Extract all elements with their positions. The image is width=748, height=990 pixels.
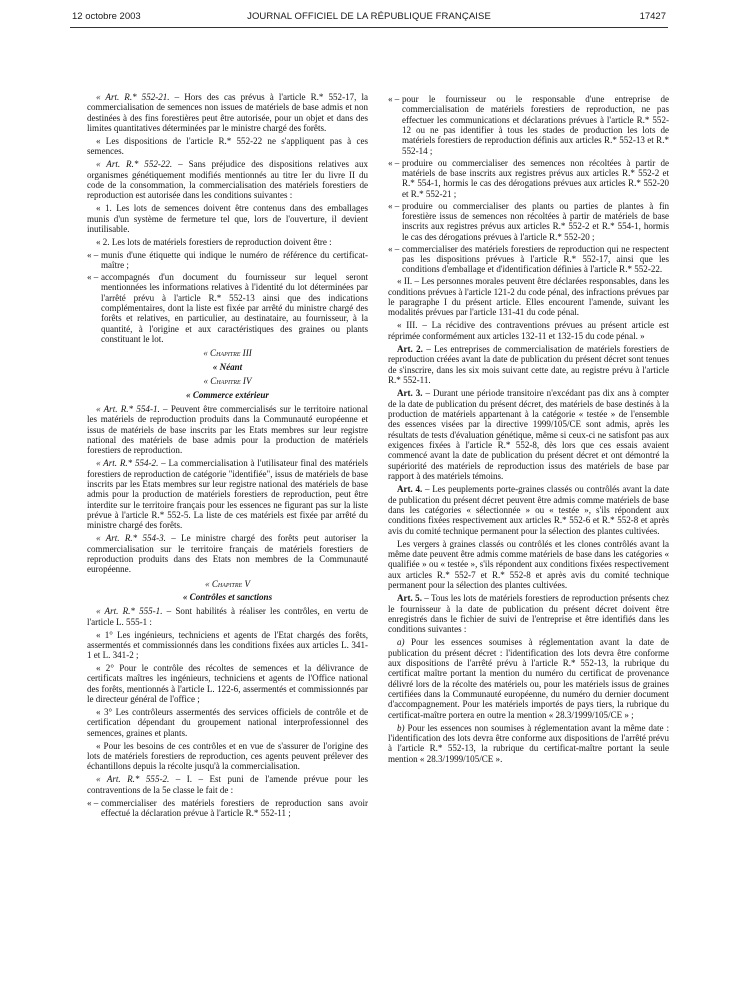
article-3 <box>388 388 669 481</box>
paragraph: Les vergers à graines classés ou contrôlés et les clones contrôlés avant la même date peuvent être admis comme matériels de base dans les catégories « qualifiée » ou « testée », s'ils répondent aux conditions fixées respectivement aux articles R.* 552-7 et R.* 552-8 et après avis du comité technique permanent pour la sélection des plantes cultivées. <box>388 538 669 591</box>
article-label: « Art. R.* 555-2. <box>96 774 170 785</box>
list-item-text: commercialiser des matériels forestiers de reproduction sans avoir effectué la déclaration prévue à l'article R.* 552-11 ; <box>101 797 368 818</box>
paragraph: « 3° Les contrôleurs assermentés des services officiels de contrôle et de certification dépendant du groupement national interprofessionnel des semences, graines et plants. <box>87 707 368 738</box>
header-date: 12 octobre 2003 <box>72 11 141 22</box>
chapter-title: « Contrôles et sanctions <box>182 591 273 602</box>
list-marker: « – <box>388 243 400 254</box>
list-item-text: commercialiser des matériels forestiers de reproduction qui ne respectent pas les dispositions prévues à l'article R.* 552-17, ainsi que les conditions d'emballage et d'identification définies à l'article R.* 552-22. <box>402 243 669 275</box>
item-label: b) <box>397 722 405 733</box>
list-item-text: produire ou commercialiser des plants ou parties de plantes à fin forestière issus de semences non récoltées à partir de matériels de base inscrits aux registres prévus aux articles R.* 552-2 et R.* 554-1, hormis le cas des dérogations prévues à l'article R.* 552-20 ; <box>402 200 669 242</box>
list-item <box>87 272 368 344</box>
chapter-title: « Commerce extérieur <box>186 389 269 400</box>
article-text: – Hors des cas prévus à l'article R.* 552-17, la commercialisation de semences non issues de matériels de base admis et non destinées à des fins forestières peut être autorisée, pour un objet et dans des limites quantitatives déterminées par le ministre chargé des forêts. <box>87 92 368 134</box>
list-item-text: munis d'une étiquette qui indique le numéro de référence du certificat-maître ; <box>101 249 368 271</box>
article-text: – Le ministre chargé des forêts peut autoriser la commercialisation sur le territoire français de matériels forestiers de reproduction produits dans des Etats non membres de la Communauté européenne. <box>87 533 368 575</box>
paragraph: « III. – La récidive des contraventions prévues au présent article est réprimée conformément aux articles 132-11 et 132-15 du code pénal. » <box>388 320 669 341</box>
article-text: – I. – Est puni de l'amende prévue pour les contraventions de la 5e classe le fait de : <box>87 774 368 795</box>
article-label: « Art. R.* 552-21. <box>96 92 170 102</box>
article-text: – Peuvent être commercialisés sur le territoire national les matériels de reproduction produits dans la Communauté européenne et issus de matériels de base inscrits par les Etats membres sur leur registre national des matériels de base admis pour la production de matériels forestiers de reproduction. <box>87 403 368 456</box>
header-page-number: 17427 <box>639 11 666 22</box>
article-text: – Tous les lots de matériels forestiers de reproduction présents chez le fournisseur à la date de publication du présent décret doivent être enregistrés dans le fichier de suivi de l'entreprise et être identifiés dans les conditions suivantes : <box>388 593 669 635</box>
article-r552-21 <box>87 92 368 133</box>
chapter-heading: « Chapitre IV <box>203 376 252 387</box>
item-text: Pour les essences non soumises à réglementation avant la même date : l'identification des lots devra être conforme aux dispositions de l'arrêté prévu à l'article R.* 552-13, la rubrique du certificat-maître portant la seule mention « 28.3/1999/105/CE ». <box>388 722 669 764</box>
list-item <box>388 201 669 242</box>
list-item <box>388 94 669 156</box>
paragraph-b <box>388 723 669 764</box>
list-marker: « – <box>388 200 400 211</box>
article-label: Art. 2. <box>397 343 423 354</box>
list-marker: « – <box>87 272 99 283</box>
article-label: « Art. R.* 555-1. <box>96 606 163 617</box>
list-item <box>388 158 669 199</box>
page-header <box>72 11 666 25</box>
paragraph-a <box>388 637 669 720</box>
paragraph: « II. – Les personnes morales peuvent être déclarées responsables, dans les conditions prévues à l'article 121-2 du code pénal, des infractions prévues par le paragraphe I du présent article. Elles encourent l'amende, suivant les modalités prévues par l'article 131-41 du code pénal. <box>388 276 669 318</box>
list-marker: « – <box>87 249 99 260</box>
article-r554-3 <box>87 533 368 574</box>
article-text: – Sont habilités à réaliser les contrôles, en vertu de l'article L. 555-1 : <box>87 606 368 627</box>
paragraph: « Pour les besoins de ces contrôles et en vue de s'assurer de l'origine des lots de matériels forestiers de reproduction, ces agents peuvent prélever des échantillons depuis la récolte jusqu'à la commercialisation. <box>87 740 368 772</box>
article-label: Art. 5. <box>397 593 422 604</box>
header-rule <box>70 27 668 28</box>
article-5 <box>388 593 669 634</box>
chapter-heading: « Chapitre III <box>203 348 252 359</box>
item-label: a) <box>397 637 405 648</box>
article-text: – Les entreprises de commercialisation de matériels forestiers de reproduction créées avant la date de publication du présent décret sont tenues de s'inscrire, dans les six mois suivant cette date, au registre prévu à l'article R.* 552-11. <box>388 343 669 385</box>
item-text: Pour les essences soumises à réglementation avant la date de publication du présent décret : l'identification des lots devra être conforme aux dispositions de l'arrêté prévu à l'article R.* 552-13, la rubrique du certificat maître portant la mention du numéro du certificat de provenance délivré lors de la récolte des matériels ou, pour les matériels issus de graines certifiées dans la Communauté européenne, du numéro du dernier document d'accompagnement. Pour les matériels importés de pays tiers, la rubrique du certificat-maître portera en outre la mention « 28.3/1999/105/CE » ; <box>388 637 669 720</box>
article-text: – La commercialisation à l'utilisateur final des matériels forestiers de reproduction de catégorie "identifiée", issus de matériels de base inscrits par les Etats membres sur leur registre national des matériels de base admis pour la production de matériels forestiers de reproduction, peut être interdite sur le territoire français pour les essences ne figurant pas sur la liste prévue à l'article R.* 552-5. La liste de ces matériels est fixée par arrêté du ministre chargé des forêts. <box>87 458 368 531</box>
list-marker: « – <box>388 94 400 104</box>
chapter-heading: « Chapitre V <box>205 578 250 589</box>
right-column <box>388 94 669 767</box>
article-label: « Art. R.* 554-3. <box>96 533 166 544</box>
article-r554-2 <box>87 458 368 530</box>
list-marker: « – <box>388 157 400 168</box>
paragraph: « Les dispositions de l'article R.* 552-22 ne s'appliquent pas à ces semences. <box>87 135 368 157</box>
list-marker: « – <box>87 797 99 808</box>
article-4 <box>388 484 669 536</box>
list-item-text: accompagnés d'un document du fournisseur sur lequel seront mentionnées les informations relatives à l'identité du lot déterminées par l'arrêté prévu à l'article R.* 552-13 ainsi que des indications complémentaires, dont la liste est fixée par arrêté du ministre chargé des forêts et relatives, en particulier, au destinataire, au fournisseur, à la quantité, à l'origine et aux caractéristiques des graines ou plants constituant le lot. <box>101 272 368 345</box>
list-item-text: pour le fournisseur ou le responsable d'une entreprise de commercialisation de matériels forestiers de reproduction, ne pas effectuer les communications et déclarations prévues à l'article R.* 552-12 ou ne pas identifier à tous les stades de production les lots de matériels forestiers de reproduction définis aux articles R.* 552-13 et R.* 552-14 ; <box>402 94 669 156</box>
article-label: « Art. R.* 554-1. <box>96 403 160 414</box>
article-r552-22 <box>87 159 368 200</box>
article-2 <box>388 344 669 385</box>
article-text: – Les peuplements porte-graines classés ou contrôlés avant la date de publication du présent décret peuvent être admis comme matériels de base dans les catégories « sélectionnée » ou « testée », s'ils répondent aux conditions fixées respectivement aux articles R.* 552-6 et R.* 552-8 et après avis du comité technique permanent pour la sélection des plantes cultivées. <box>388 484 669 536</box>
article-label: Art. 4. <box>397 484 423 495</box>
paragraph: « 2. Les lots de matériels forestiers de reproduction doivent être : <box>96 236 332 247</box>
article-text: – Durant une période transitoire n'excédant pas dix ans à compter de la date de publication du présent décret, des matériels de base destinés à la production de matériels appartenant à la catégorie « testée » de l'ensemble des essences visées par la directive 1999/105/CE sont admis, après les résultats de tests d'évaluation génétique, même si ceux-ci ne satisfont pas aux exigences fixées à l'article R.* 552-8, dès lors que ces essais avaient commencé avant la date de publication du présent décret et ont démontré la supériorité des matériels de reproduction issus des matériels de base par rapport à des matériels témoins. <box>388 388 669 481</box>
list-item-text: produire ou commercialiser des semences non récoltées à partir de matériels de base inscrits aux registres prévus aux articles R.* 552-2 et R.* 554-1, hormis le cas des dérogations prévues aux articles R.* 552-20 et R.* 552-21 ; <box>402 157 669 199</box>
article-label: « Art. R.* 554-2. <box>96 458 159 469</box>
paragraph: « 2° Pour le contrôle des récoltes de semences et la délivrance de certificats maîtres les ingénieurs, techniciens et agents de l'Office national des forêts, mentionnés à l'article L. 122-6, assermentés et commissionnés par le directeur général de l'office ; <box>87 663 368 705</box>
paragraph: « 1° Les ingénieurs, techniciens et agents de l'Etat chargés des forêts, assermentés et commissionnés dans les conditions fixées aux articles L. 341-1 et L. 341-2 ; <box>87 629 368 661</box>
article-r554-1 <box>87 404 368 456</box>
paragraph: « 1. Les lots de semences doivent être contenus dans des emballages munis d'un système de fermeture tel que, lors de l'ouverture, il devient inutilisable. <box>87 203 368 234</box>
header-journal-title: JOURNAL OFFICIEL DE LA RÉPUBLIQUE FRANÇAISE <box>247 11 491 22</box>
chapter-title: « Néant <box>212 361 243 372</box>
list-item <box>87 250 368 271</box>
list-item <box>388 244 669 275</box>
article-text: – Sans préjudice des dispositions relatives aux organismes génétiquement modifiés mentionnés au titre Ier du livre II du code de la consommation, la commercialisation des matériels forestiers de reproduction est autorisée dans les conditions suivantes : <box>87 159 368 201</box>
article-label: Art. 3. <box>397 388 423 399</box>
article-label: « Art. R.* 552-22. <box>96 159 173 170</box>
list-item <box>87 798 368 819</box>
article-r555-2 <box>87 774 368 795</box>
left-column <box>87 92 368 820</box>
article-r555-1 <box>87 606 368 627</box>
